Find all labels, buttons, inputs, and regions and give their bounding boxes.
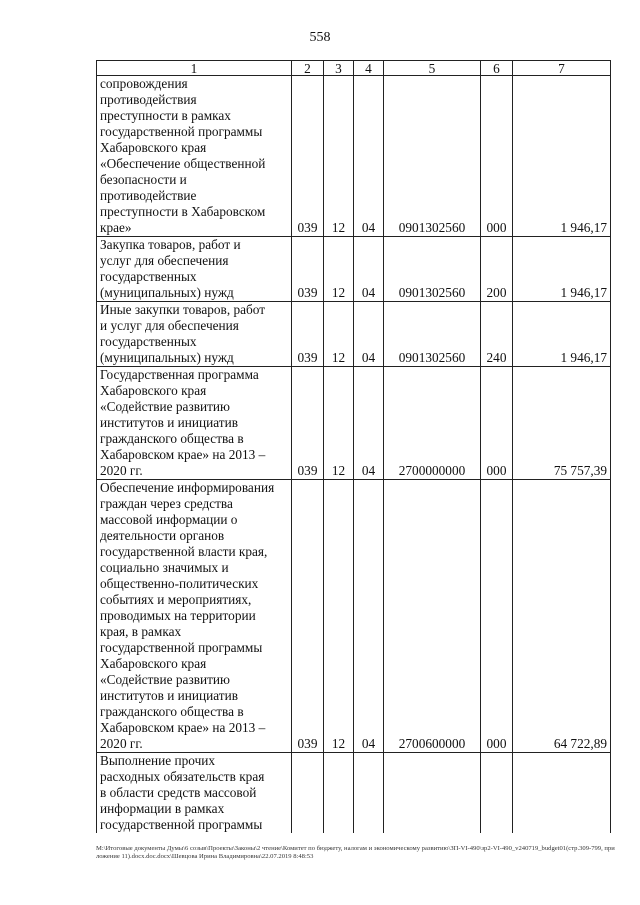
table-row [97, 302, 611, 367]
column-header: 5 [384, 61, 481, 76]
expense-name: Государственная программа Хабаровского края «Содействие развитию институтов и инициатив гражданского общества в Хабаровском крае» на 2013 – 2020 гг. [97, 367, 292, 480]
budget-table [96, 60, 611, 833]
section-code: 12 [324, 367, 354, 480]
expense-name: сопровождения противодействия преступности в рамках государственной программы Хабаровского края «Обеспечение общественной безопасности и противодействие преступности в Хабаровском крае» [97, 76, 292, 237]
expense-type-code [481, 753, 513, 834]
target-article-code: 2700600000 [384, 480, 481, 753]
target-article-code: 0901302560 [384, 302, 481, 367]
section-code: 12 [324, 237, 354, 302]
expense-name: Выполнение прочих расходных обязательств края в области средств массовой информации в рамках государственной программы [97, 753, 292, 834]
table-row [97, 237, 611, 302]
target-article-code: 0901302560 [384, 237, 481, 302]
expense-name: Обеспечение информирования граждан через средства массовой информации о деятельности органов государственной власти края, социально значимых и общественно-политических событиях и мероприятиях, проводимых на территории края, в рамках государственной программы Хабаровского края «Содействие развитию институтов и инициатив гражданского общества в Хабаровском крае» на 2013 – 2020 гг. [97, 480, 292, 753]
column-header: 2 [292, 61, 324, 76]
target-article-code: 2700000000 [384, 367, 481, 480]
column-header: 1 [97, 61, 292, 76]
subsection-code: 04 [354, 367, 384, 480]
column-header: 6 [481, 61, 513, 76]
table-row [97, 480, 611, 753]
expense-type-code: 240 [481, 302, 513, 367]
table-row [97, 76, 611, 237]
subsection-code [354, 753, 384, 834]
amount [513, 753, 611, 834]
target-article-code [384, 753, 481, 834]
amount: 1 946,17 [513, 237, 611, 302]
column-header: 7 [513, 61, 611, 76]
expense-type-code: 000 [481, 480, 513, 753]
subsection-code: 04 [354, 237, 384, 302]
ministry-code: 039 [292, 76, 324, 237]
section-code [324, 753, 354, 834]
table-header-row [97, 61, 611, 76]
ministry-code: 039 [292, 367, 324, 480]
ministry-code: 039 [292, 237, 324, 302]
expense-name: Закупка товаров, работ и услуг для обеспечения государственных (муниципальных) нужд [97, 237, 292, 302]
target-article-code: 0901302560 [384, 76, 481, 237]
amount: 1 946,17 [513, 302, 611, 367]
expense-name: Иные закупки товаров, работ и услуг для обеспечения государственных (муниципальных) нужд [97, 302, 292, 367]
subsection-code: 04 [354, 480, 384, 753]
table-row [97, 367, 611, 480]
ministry-code [292, 753, 324, 834]
column-header: 4 [354, 61, 384, 76]
section-code: 12 [324, 302, 354, 367]
expense-type-code: 000 [481, 76, 513, 237]
subsection-code: 04 [354, 76, 384, 237]
expense-type-code: 000 [481, 367, 513, 480]
page-number: 558 [309, 30, 331, 45]
amount: 1 946,17 [513, 76, 611, 237]
document-path-footer: M:\Итоговые документы Думы\6 созыв\Проекты\Законы\2 чтение\Комитет по бюджету, налогам и экономическому развитию\ЗП-VI-490\зр2-VI-490_v240719_budget01(стр.309-799, приложение 11).docx.doc.docx\Шевцова Ирина Владимировна\22.07.2019 8:48:53 [96, 845, 615, 860]
expense-type-code: 200 [481, 237, 513, 302]
ministry-code: 039 [292, 480, 324, 753]
amount: 75 757,39 [513, 367, 611, 480]
column-header: 3 [324, 61, 354, 76]
ministry-code: 039 [292, 302, 324, 367]
section-code: 12 [324, 480, 354, 753]
table-row [97, 753, 611, 834]
amount: 64 722,89 [513, 480, 611, 753]
section-code: 12 [324, 76, 354, 237]
subsection-code: 04 [354, 302, 384, 367]
